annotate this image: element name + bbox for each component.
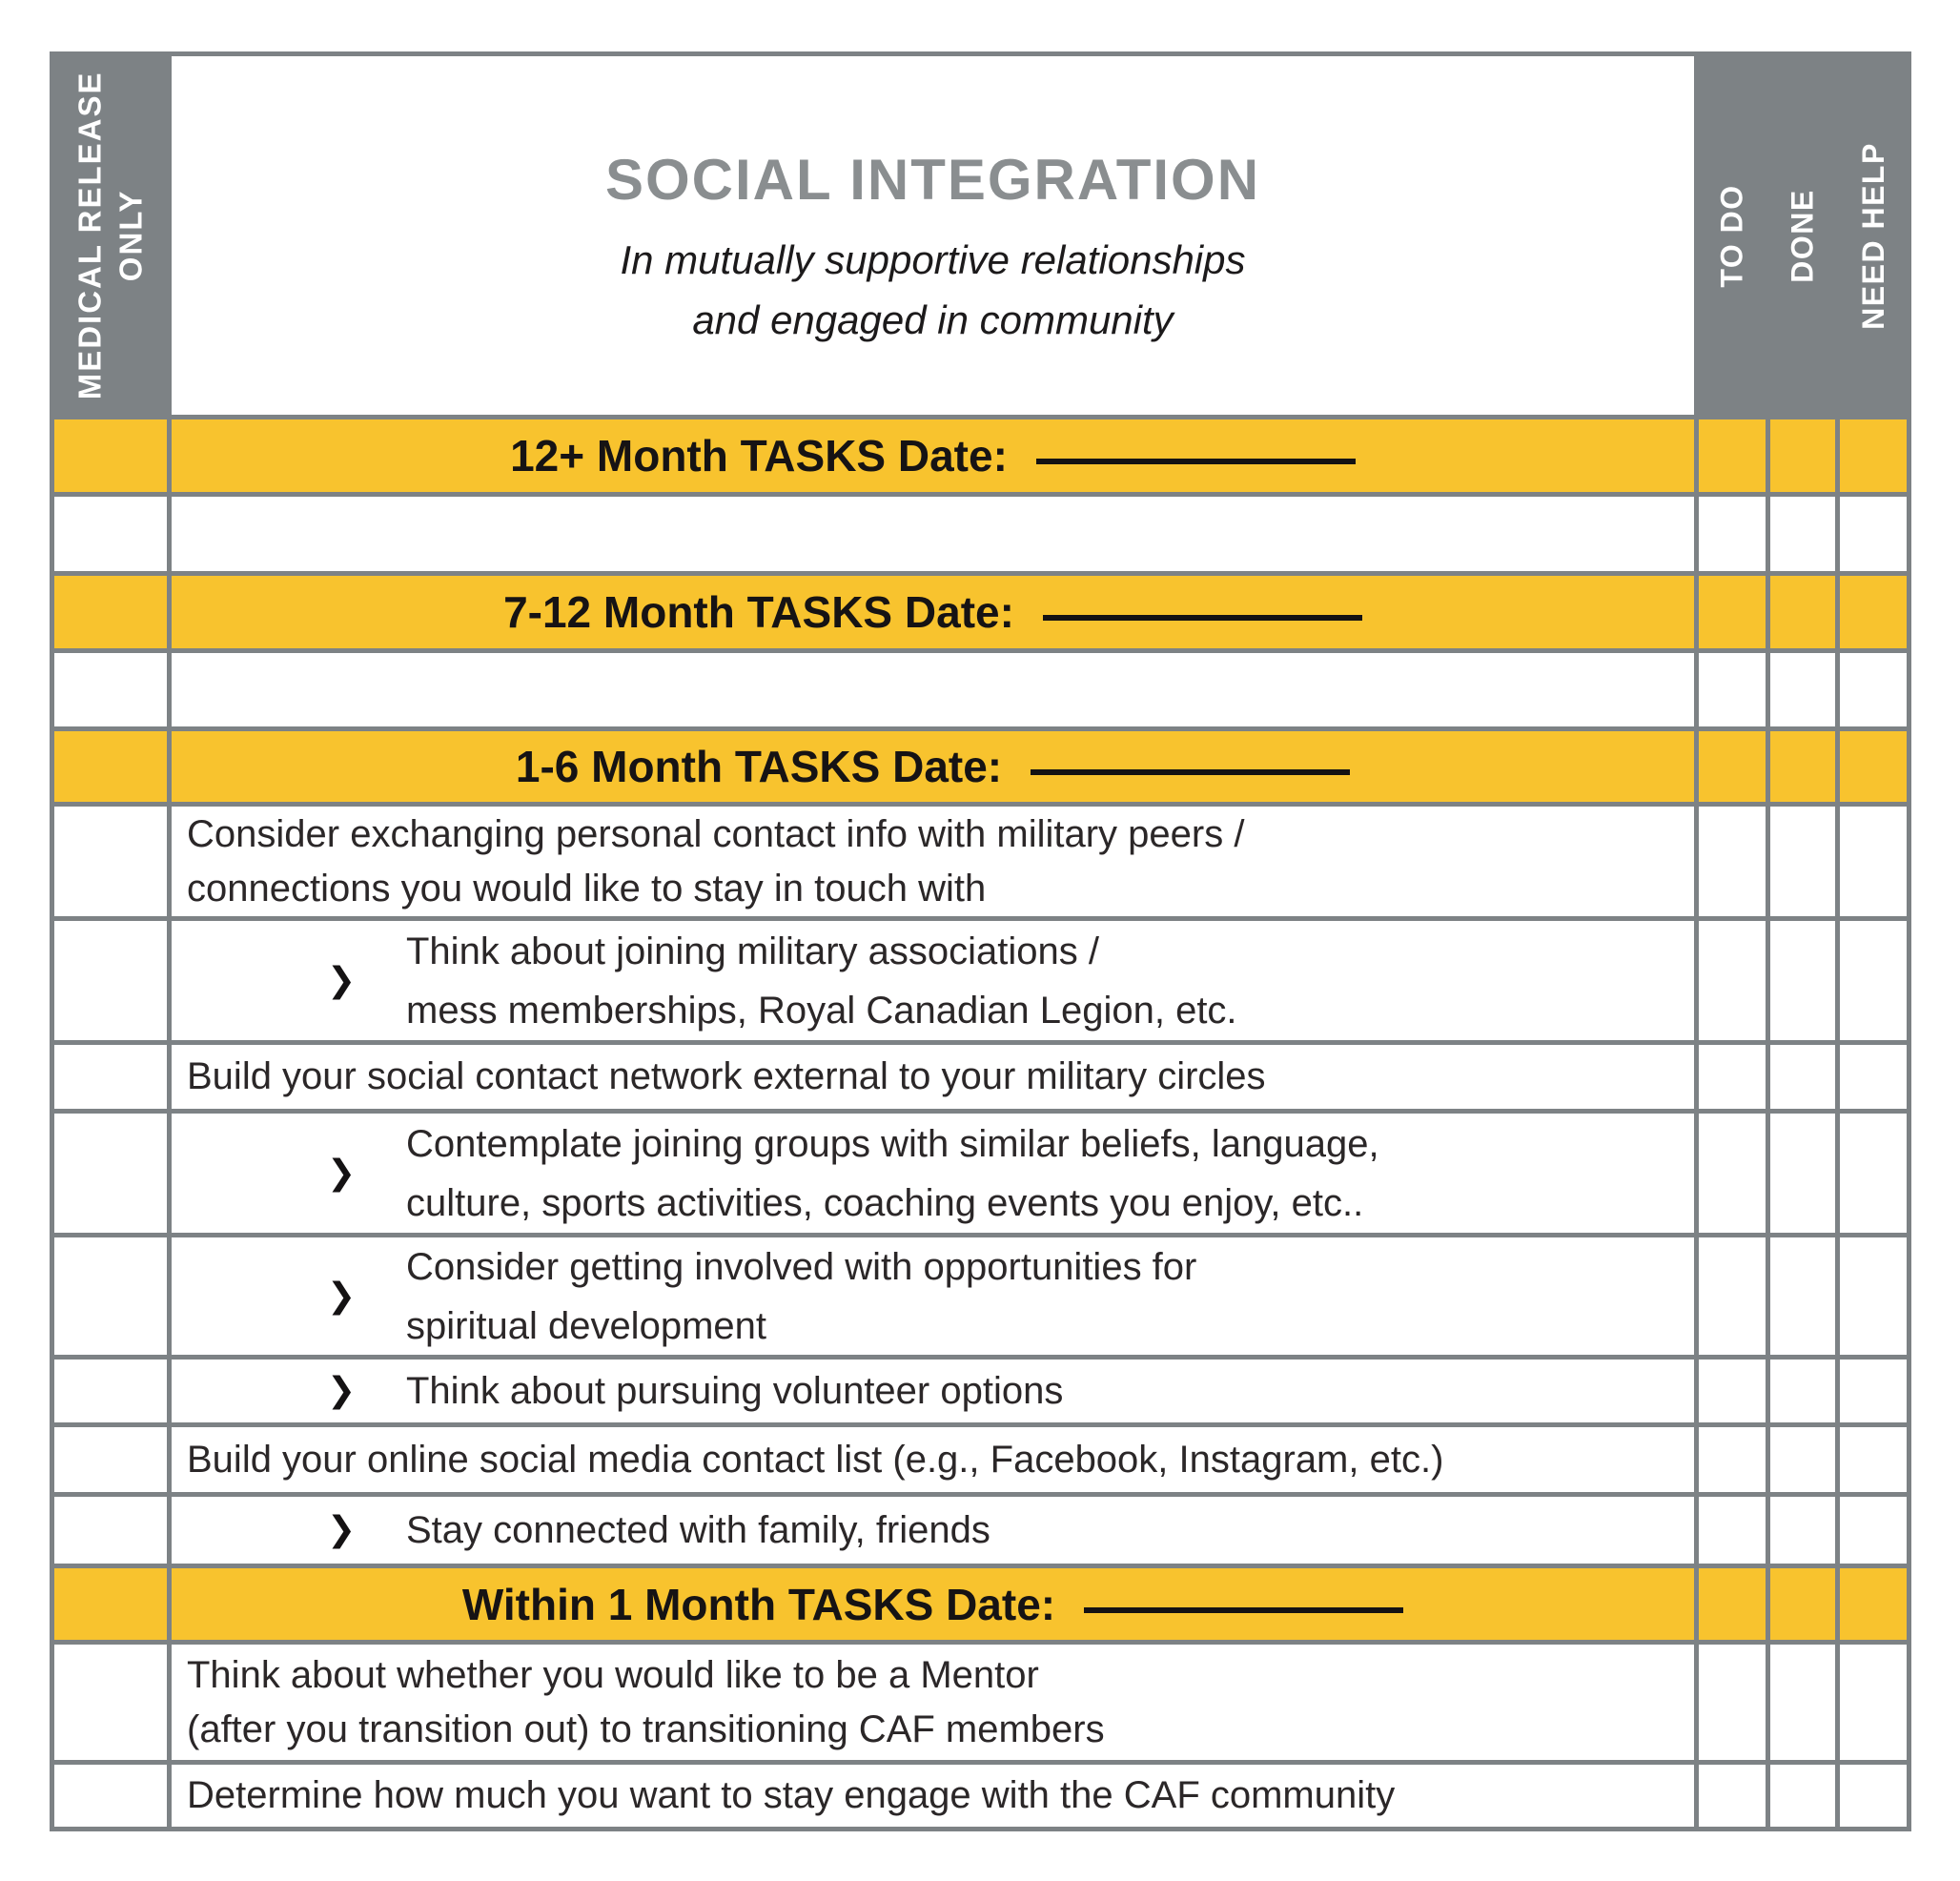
page-subtitle-line1: In mutually supportive relationships <box>620 236 1246 282</box>
medical-release-checkbox[interactable] <box>54 576 167 648</box>
done-column-header <box>1770 56 1835 415</box>
medical-release-checkbox[interactable] <box>54 921 167 1040</box>
medical-release-label-line1: MEDICAL RELEASE <box>71 71 108 400</box>
section-header-12plus <box>172 419 1694 492</box>
subtask-text-line: Consider getting involved with opportunities for <box>406 1245 1197 1288</box>
subtask-cell <box>172 1360 1694 1422</box>
task-cell <box>172 1765 1694 1827</box>
todo-checkbox[interactable] <box>1699 576 1766 648</box>
medical-release-checkbox[interactable] <box>54 1645 167 1760</box>
task-text-line: connections you would like to stay in touch with <box>187 867 987 910</box>
section-label: Within 1 Month TASKS Date: <box>461 1579 1056 1629</box>
need-help-checkbox[interactable] <box>1840 419 1907 492</box>
date-fill-line[interactable] <box>1031 769 1350 775</box>
task-text-line: Build your online social media contact list (e.g., Facebook, Instagram, etc.) <box>187 1438 1444 1481</box>
subtask-cell <box>172 1237 1694 1355</box>
need-help-column-label: NEED HELP <box>1855 141 1890 330</box>
subtask-text-line: Think about joining military associations / <box>406 930 1100 972</box>
section-header-1-6 <box>172 731 1694 802</box>
task-text-line: Determine how much you want to stay engage with the CAF community <box>187 1774 1396 1817</box>
done-checkbox[interactable] <box>1770 653 1835 726</box>
subtask-text-line: spiritual development <box>406 1304 766 1347</box>
need-help-checkbox[interactable] <box>1840 576 1907 648</box>
subtask-cell <box>172 1497 1694 1564</box>
subtask-text-line: mess memberships, Royal Canadian Legion, etc. <box>406 989 1237 1032</box>
empty-task-cell[interactable] <box>172 653 1694 726</box>
section-label: 12+ Month TASKS Date: <box>510 431 1008 480</box>
need-help-checkbox[interactable] <box>1840 1360 1907 1422</box>
medical-release-checkbox[interactable] <box>54 419 167 492</box>
task-text-line: Consider exchanging personal contact info with military peers / <box>187 812 1245 855</box>
todo-checkbox[interactable] <box>1699 731 1766 802</box>
done-checkbox[interactable] <box>1770 921 1835 1040</box>
need-help-checkbox[interactable] <box>1840 731 1907 802</box>
need-help-checkbox[interactable] <box>1840 1237 1907 1355</box>
empty-task-cell[interactable] <box>172 497 1694 571</box>
need-help-column-header <box>1840 56 1907 415</box>
done-checkbox[interactable] <box>1770 1645 1835 1760</box>
need-help-checkbox[interactable] <box>1840 921 1907 1040</box>
need-help-checkbox[interactable] <box>1840 807 1907 916</box>
task-cell <box>172 1645 1694 1760</box>
todo-checkbox[interactable] <box>1699 921 1766 1040</box>
medical-release-checkbox[interactable] <box>54 1114 167 1233</box>
done-checkbox[interactable] <box>1770 807 1835 916</box>
need-help-checkbox[interactable] <box>1840 497 1907 571</box>
chevron-icon: ❯ <box>327 1510 357 1550</box>
subtask-text-line: Stay connected with family, friends <box>406 1509 990 1551</box>
medical-release-checkbox[interactable] <box>54 1765 167 1827</box>
date-fill-line[interactable] <box>1043 615 1362 621</box>
done-checkbox[interactable] <box>1770 1497 1835 1564</box>
medical-release-checkbox[interactable] <box>54 1360 167 1422</box>
chevron-icon: ❯ <box>327 960 357 1000</box>
todo-checkbox[interactable] <box>1699 1427 1766 1492</box>
todo-checkbox[interactable] <box>1699 1645 1766 1760</box>
done-column-label: DONE <box>1785 188 1820 283</box>
date-fill-line[interactable] <box>1036 459 1356 464</box>
subtask-text-line: Think about pursuing volunteer options <box>406 1370 1064 1412</box>
section-label: 7-12 Month TASKS Date: <box>503 587 1014 637</box>
page-title: SOCIAL INTEGRATION <box>604 147 1261 212</box>
task-cell <box>172 807 1694 916</box>
todo-checkbox[interactable] <box>1699 1045 1766 1109</box>
chevron-icon: ❯ <box>327 1276 357 1316</box>
task-cell <box>172 1427 1694 1492</box>
medical-release-checkbox[interactable] <box>54 1568 167 1640</box>
medical-release-label <box>70 72 152 400</box>
date-fill-line[interactable] <box>1084 1607 1403 1613</box>
section-header-7-12 <box>172 576 1694 648</box>
done-checkbox[interactable] <box>1770 1237 1835 1355</box>
todo-checkbox[interactable] <box>1699 1237 1766 1355</box>
todo-checkbox[interactable] <box>1699 653 1766 726</box>
done-checkbox[interactable] <box>1770 497 1835 571</box>
todo-checkbox[interactable] <box>1699 1114 1766 1233</box>
title-cell <box>172 56 1694 415</box>
task-text-line: Build your social contact network external to your military circles <box>187 1055 1266 1098</box>
need-help-checkbox[interactable] <box>1840 653 1907 726</box>
task-text-line: (after you transition out) to transitioning CAF members <box>187 1707 1105 1750</box>
done-checkbox[interactable] <box>1770 1765 1835 1827</box>
todo-checkbox[interactable] <box>1699 419 1766 492</box>
task-cell <box>172 1045 1694 1109</box>
need-help-checkbox[interactable] <box>1840 1045 1907 1109</box>
medical-release-checkbox[interactable] <box>54 1497 167 1564</box>
done-checkbox[interactable] <box>1770 576 1835 648</box>
social-integration-checklist <box>50 51 1911 1831</box>
section-label: 1-6 Month TASKS Date: <box>515 742 1003 791</box>
todo-checkbox[interactable] <box>1699 1360 1766 1422</box>
medical-release-checkbox[interactable] <box>54 807 167 916</box>
medical-release-checkbox[interactable] <box>54 497 167 571</box>
done-checkbox[interactable] <box>1770 731 1835 802</box>
todo-checkbox[interactable] <box>1699 497 1766 571</box>
subtask-text-line: Contemplate joining groups with similar beliefs, language, <box>406 1122 1379 1165</box>
need-help-checkbox[interactable] <box>1840 1427 1907 1492</box>
need-help-checkbox[interactable] <box>1840 1568 1907 1640</box>
todo-column-label: TO DO <box>1714 183 1749 288</box>
medical-release-checkbox[interactable] <box>54 731 167 802</box>
done-checkbox[interactable] <box>1770 1045 1835 1109</box>
medical-release-checkbox[interactable] <box>54 1237 167 1355</box>
done-checkbox[interactable] <box>1770 1114 1835 1233</box>
done-checkbox[interactable] <box>1770 1360 1835 1422</box>
medical-release-column-header <box>54 56 167 415</box>
done-checkbox[interactable] <box>1770 1568 1835 1640</box>
need-help-checkbox[interactable] <box>1840 1765 1907 1827</box>
chevron-icon: ❯ <box>327 1371 357 1411</box>
medical-release-label-line2: ONLY <box>112 189 149 282</box>
section-header-within-1-month <box>172 1568 1694 1640</box>
medical-release-checkbox[interactable] <box>54 1045 167 1109</box>
done-checkbox[interactable] <box>1770 419 1835 492</box>
medical-release-checkbox[interactable] <box>54 1427 167 1492</box>
need-help-checkbox[interactable] <box>1840 1114 1907 1233</box>
page-subtitle-line2: and engaged in community <box>692 296 1174 342</box>
need-help-checkbox[interactable] <box>1840 1497 1907 1564</box>
task-text-line: Think about whether you would like to be a Mentor <box>187 1653 1039 1696</box>
page-subtitle <box>620 230 1245 350</box>
todo-checkbox[interactable] <box>1699 1568 1766 1640</box>
subtask-cell <box>172 921 1694 1040</box>
todo-checkbox[interactable] <box>1699 807 1766 916</box>
medical-release-checkbox[interactable] <box>54 653 167 726</box>
chevron-icon: ❯ <box>327 1153 357 1193</box>
todo-checkbox[interactable] <box>1699 1497 1766 1564</box>
subtask-cell <box>172 1114 1694 1233</box>
todo-checkbox[interactable] <box>1699 1765 1766 1827</box>
done-checkbox[interactable] <box>1770 1427 1835 1492</box>
need-help-checkbox[interactable] <box>1840 1645 1907 1760</box>
subtask-text-line: culture, sports activities, coaching events you enjoy, etc.. <box>406 1181 1364 1224</box>
todo-column-header <box>1699 56 1766 415</box>
